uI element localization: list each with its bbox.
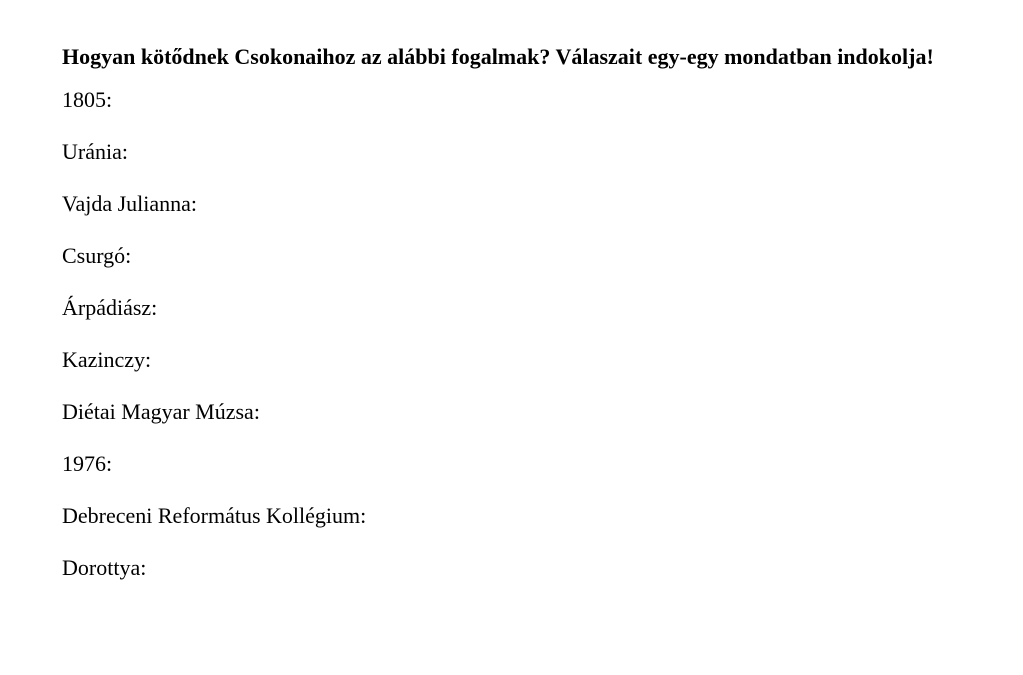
worksheet	[62, 41, 969, 607]
term-item-kazinczy: Kazinczy:	[62, 347, 152, 372]
term-item-arpadiasz: Árpádiász:	[62, 295, 158, 320]
term-item-vajda-julianna: Vajda Julianna:	[62, 191, 198, 216]
term-item-1805: 1805:	[62, 87, 113, 112]
term-item-dorottya: Dorottya:	[62, 555, 147, 580]
question-prompt: Hogyan kötődnek Csokonaihoz az alábbi fogalmak? Válaszait egy-egy mondatban indokolja!	[62, 44, 934, 69]
term-item-debreceni-reformatus-kollegium: Debreceni Református Kollégium:	[62, 503, 367, 528]
term-item-urania: Uránia:	[62, 139, 128, 164]
term-item-1976: 1976:	[62, 451, 113, 476]
term-item-csurgo: Csurgó:	[62, 243, 132, 268]
term-item-dietai-magyar-muzsa: Diétai Magyar Múzsa:	[62, 399, 260, 424]
term-list	[62, 87, 969, 581]
